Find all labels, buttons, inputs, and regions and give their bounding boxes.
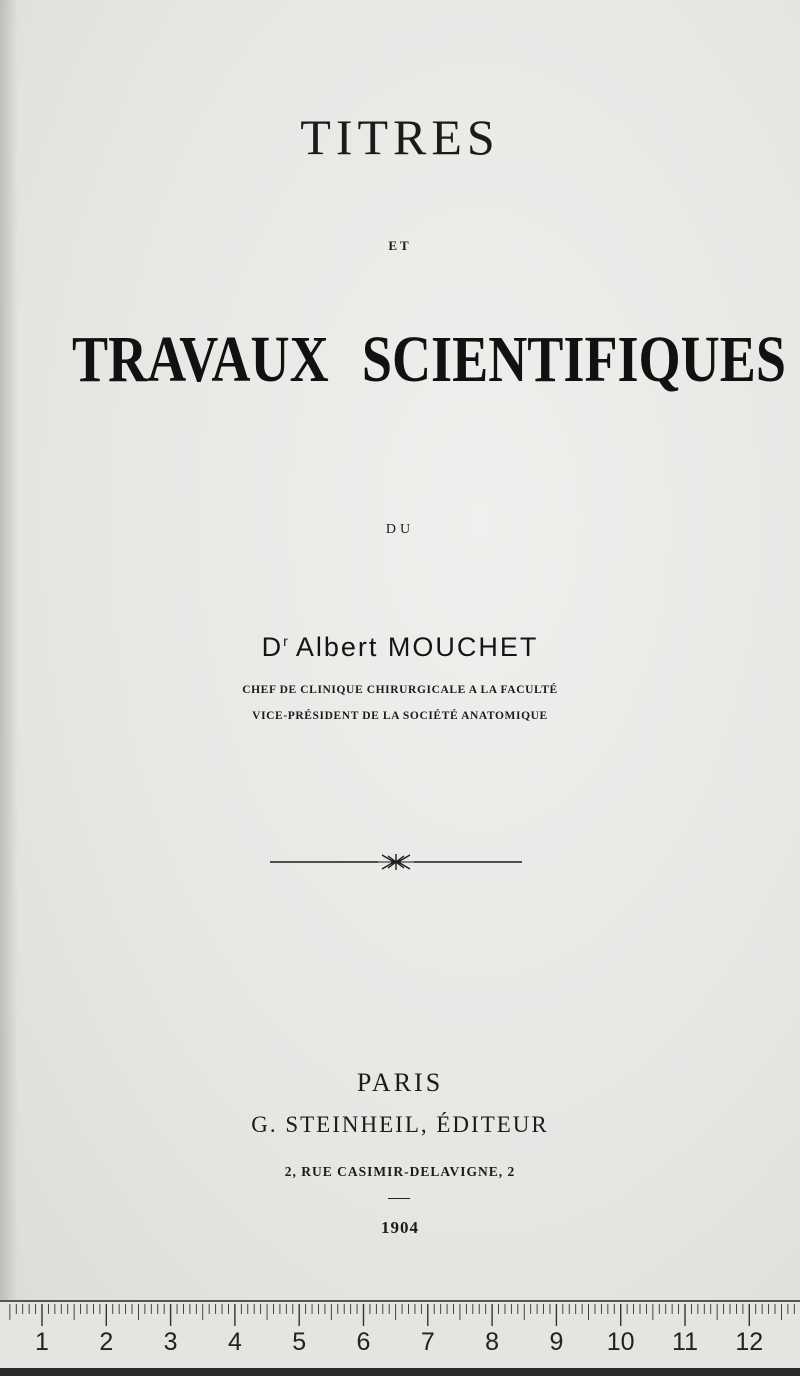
ruler-number: 4 [227,1328,242,1356]
ornament-divider-icon [270,852,522,872]
author-role-2: VICE-PRÉSIDENT DE LA SOCIÉTÉ ANATOMIQUE [252,710,548,722]
author-prefix: D [261,632,284,662]
publication-year: 1904 [381,1218,419,1237]
author-prefix-superscript: r [283,633,288,649]
publisher-name: G. STEINHEIL, ÉDITEUR [251,1112,549,1137]
ruler-number: 9 [549,1328,564,1356]
ruler-number: 2 [99,1328,114,1356]
title-line-du: DU [385,522,415,537]
ruler-number: 5 [292,1328,307,1356]
ruler-number: 1 [35,1328,49,1356]
author-name: Albert MOUCHET [295,632,539,662]
author-line [0,632,800,663]
ruler-number: 12 [735,1328,764,1356]
publication-city: PARIS [356,1068,444,1097]
ruler-number: 7 [420,1328,435,1356]
ruler-number: 11 [672,1328,698,1356]
publisher-address: 2, RUE CASIMIR-DELAVIGNE, 2 [284,1164,516,1179]
title-line-titres: TITRES [300,109,500,165]
title-line-et: ET [388,238,412,253]
author-role-1: CHEF DE CLINIQUE CHIRURGICALE A LA FACULTÉ [242,684,558,696]
measuring-ruler [0,1300,800,1376]
ruler-number: 8 [485,1328,500,1356]
ruler-number: 10 [606,1328,635,1356]
year-dash-divider [388,1198,410,1199]
title-line-travaux-scientifiques: TRAVAUX SCIENTIFIQUES [72,323,786,396]
ruler-number: 6 [356,1328,371,1356]
ruler-number: 3 [163,1328,178,1356]
ruler-bottom-edge [0,1368,800,1376]
